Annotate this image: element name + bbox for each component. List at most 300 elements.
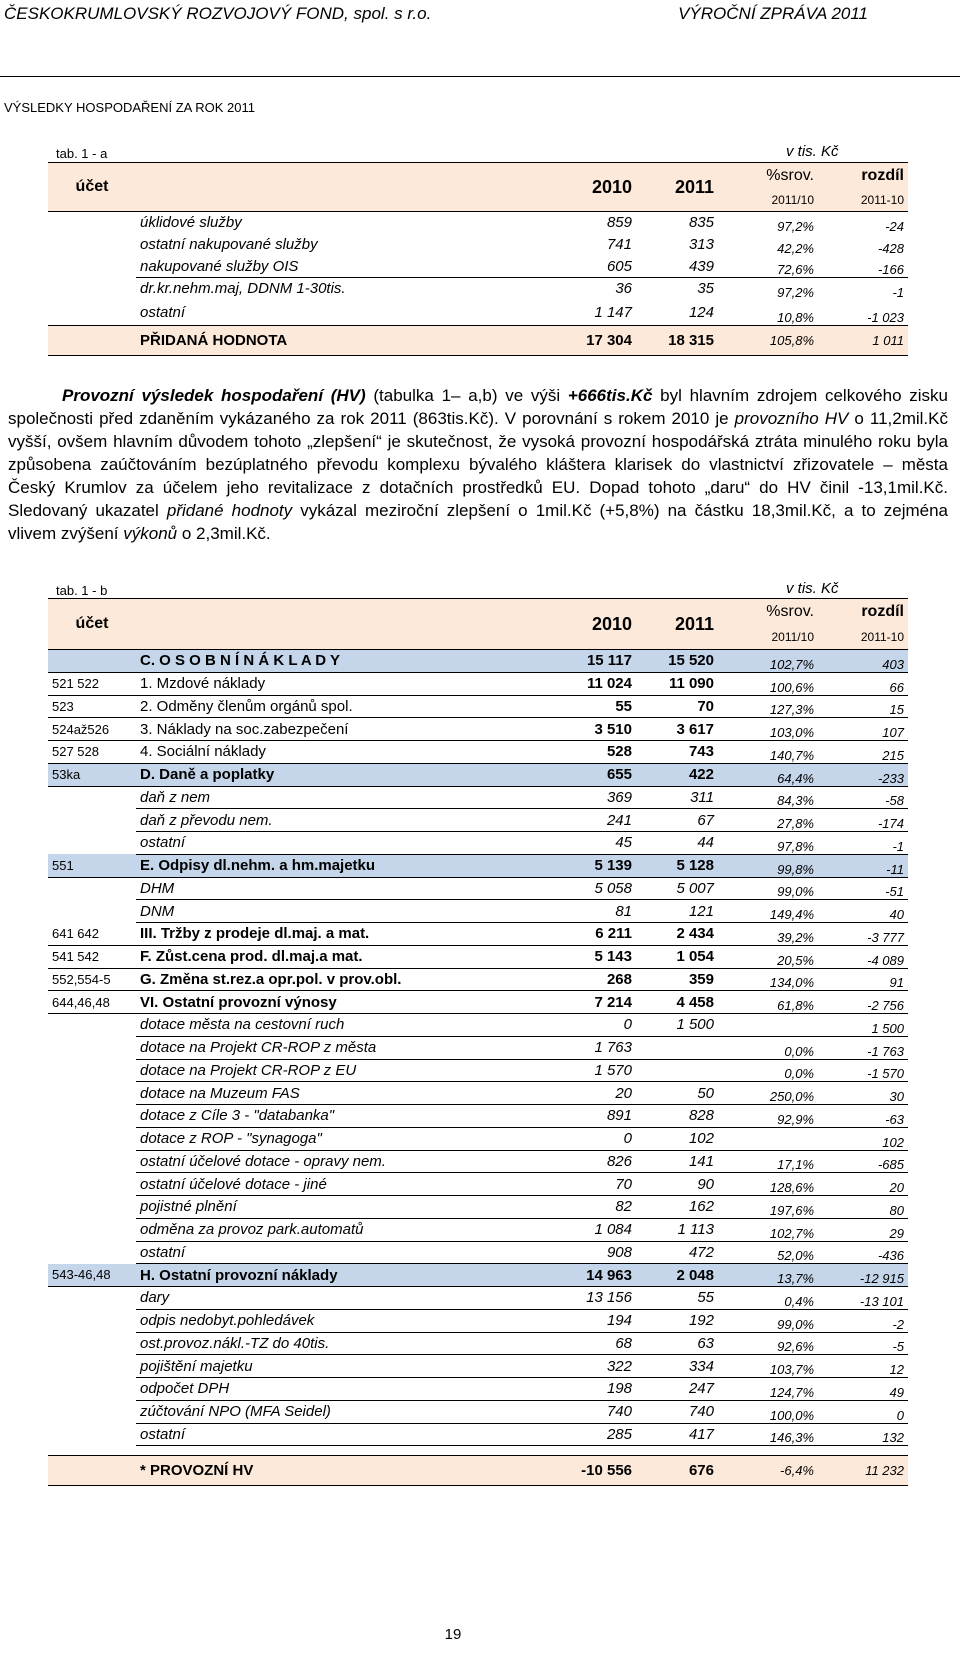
table-a-header-pct: %srov. xyxy=(718,163,818,190)
table-row xyxy=(48,1059,908,1082)
table-row xyxy=(48,212,908,234)
table-b-cell-2011 xyxy=(636,1059,718,1082)
table-b-cell-2010: 3 510 xyxy=(536,718,636,741)
table-b-cell-pct: 0,0% xyxy=(718,1059,818,1082)
table-b-cell-account xyxy=(48,1036,136,1059)
table-b-spacer-cell xyxy=(536,1446,636,1456)
table-b-cell-label: ost.provoz.nákl.-TZ do 40tis. xyxy=(136,1332,536,1355)
table-b-cell-2011: 141 xyxy=(636,1150,718,1173)
table-row xyxy=(48,672,908,695)
table-b-cell-account: 524až526 xyxy=(48,718,136,741)
table-b-spacer-row xyxy=(48,1446,908,1456)
table-a-header-2011: 2011 xyxy=(636,163,718,212)
table-b-cell-2011: 121 xyxy=(636,900,718,923)
table-b-cell-label: daň z nem xyxy=(136,786,536,809)
table-b-cell-label: dary xyxy=(136,1287,536,1310)
table-b-cell-diff: 15 xyxy=(818,695,908,718)
table-b-cell-account: 527 528 xyxy=(48,741,136,764)
table-a-cell-label: nakupované služby OIS xyxy=(136,256,536,278)
table-a-header-diff-sub: 2011-10 xyxy=(818,189,908,212)
table-row xyxy=(48,854,908,877)
table-b-cell-diff: -1 570 xyxy=(818,1059,908,1082)
table-b-cell-2011: 63 xyxy=(636,1332,718,1355)
table-b-cell-2011: 5 128 xyxy=(636,854,718,877)
table-b-header-blank xyxy=(136,599,536,650)
table-b-cell-pct: 127,3% xyxy=(718,695,818,718)
table-row xyxy=(48,1309,908,1332)
table-a-cell-pct: 72,6% xyxy=(718,256,818,278)
header-company: ČESKOKRUMLOVSKÝ ROZVOJOVÝ FOND, spol. s r.o. xyxy=(4,4,432,23)
table-b-cell-label: D. Daně a poplatky xyxy=(136,763,536,786)
table-b-cell-diff: 91 xyxy=(818,968,908,991)
table-b-cell-label: 2. Odměny členům orgánů spol. xyxy=(136,695,536,718)
table-b-cell-2010: 1 763 xyxy=(536,1036,636,1059)
table-b-cell-2011: 417 xyxy=(636,1423,718,1446)
table-b-header-pct: %srov. xyxy=(718,599,818,626)
table-b-cell-2010: 7 214 xyxy=(536,991,636,1014)
table-row xyxy=(48,877,908,900)
table-a-cell-2010: 741 xyxy=(606,236,632,253)
table-b-cell-label: ostatní xyxy=(136,1241,536,1264)
table-a-cell-2011: 124 xyxy=(688,303,714,321)
table-b-total-2011: 676 xyxy=(636,1456,718,1486)
table-b-cell-2010: 740 xyxy=(536,1400,636,1423)
table-b-cell-account xyxy=(48,809,136,832)
table-b-cell-pct: 124,7% xyxy=(718,1378,818,1401)
table-b-cell-label: E. Odpisy dl.nehm. a hm.majetku xyxy=(136,854,536,877)
table-a-header-blank xyxy=(136,163,536,212)
table-row xyxy=(48,1355,908,1378)
table-b-cell-2011 xyxy=(636,1036,718,1059)
table-b-cell-pct: 99,0% xyxy=(718,1309,818,1332)
table-b-cell-2010: 81 xyxy=(536,900,636,923)
table-b-cell-diff: -5 xyxy=(818,1332,908,1355)
table-b-cell-diff: -51 xyxy=(818,877,908,900)
table-b-cell-pct: 97,8% xyxy=(718,832,818,855)
table-b-cell-2011: 743 xyxy=(636,741,718,764)
table-a-cell-pct: 10,8% xyxy=(777,310,814,325)
table-b-cell-label: zúčtování NPO (MFA Seidel) xyxy=(136,1400,536,1423)
table-b-header-2010: 2010 xyxy=(536,599,636,650)
table-b-cell-account: 53ka xyxy=(48,763,136,786)
table-row xyxy=(48,1105,908,1128)
summary-paragraph xyxy=(8,384,948,545)
table-b-cell-2011: 247 xyxy=(636,1378,718,1401)
table-b-cell-diff: 0 xyxy=(818,1400,908,1423)
table-b-cell-label: odpis nedobyt.pohledávek xyxy=(136,1309,536,1332)
table-a-cell-pct: 97,2% xyxy=(777,218,814,234)
table-b-cell-label: ostatní účelové dotace - opravy nem. xyxy=(136,1150,536,1173)
table-b-cell-label: ostatní xyxy=(136,1423,536,1446)
table-b-cell-diff: 40 xyxy=(818,900,908,923)
table-a-unit: v tis. Kč xyxy=(786,143,839,160)
table-b-cell-2010: 268 xyxy=(536,968,636,991)
table-b-cell-account xyxy=(48,1400,136,1423)
table-b-cell-label: pojištění majetku xyxy=(136,1355,536,1378)
table-a-cell-2011: 35 xyxy=(697,280,714,298)
table-b-cell-label: ostatní účelové dotace - jiné xyxy=(136,1173,536,1196)
table-b-cell-2010: 6 211 xyxy=(536,923,636,946)
table-b-cell-2010: 369 xyxy=(536,786,636,809)
table-b-cell-account xyxy=(48,786,136,809)
table-a-cell-account xyxy=(48,256,136,278)
table-b-cell-diff: -1 763 xyxy=(818,1036,908,1059)
table-row xyxy=(48,991,908,1014)
table-row xyxy=(48,650,908,673)
table-b-cell-2011: 472 xyxy=(636,1241,718,1264)
table-row xyxy=(48,900,908,923)
table-b-cell-account xyxy=(48,900,136,923)
table-a-cell-pct: 97,2% xyxy=(777,284,814,300)
table-b-cell-diff: 102 xyxy=(818,1127,908,1150)
table-b-cell-account xyxy=(48,1423,136,1446)
table-b-cell-pct: 149,4% xyxy=(718,900,818,923)
table-b-cell-label: dotace na Muzeum FAS xyxy=(136,1082,536,1105)
table-b-cell-2011: 2 048 xyxy=(636,1264,718,1287)
table-a-cell-account xyxy=(48,278,136,300)
table-b-cell-2010: 285 xyxy=(536,1423,636,1446)
table-b-cell-2010: 45 xyxy=(536,832,636,855)
table-b-cell-pct: 64,4% xyxy=(718,763,818,786)
table-b-cell-2010: 13 156 xyxy=(536,1287,636,1310)
table-b-caption: tab. 1 - b xyxy=(56,583,108,598)
table-b-header-account: účet xyxy=(48,599,136,650)
table-b-cell-2010: 68 xyxy=(536,1332,636,1355)
table-b-cell-2011: 311 xyxy=(636,786,718,809)
table-b-cell-diff: -174 xyxy=(818,809,908,832)
table-b-cell-2011: 359 xyxy=(636,968,718,991)
table-b-cell-label: III. Tržby z prodeje dl.maj. a mat. xyxy=(136,923,536,946)
table-b-cell-2011: 15 520 xyxy=(636,650,718,673)
table-b-cell-pct: 61,8% xyxy=(718,991,818,1014)
table-b-cell-diff: -63 xyxy=(818,1105,908,1128)
table-b-cell-2010: 194 xyxy=(536,1309,636,1332)
table-b-cell-label: dotace na Projekt CR-ROP z EU xyxy=(136,1059,536,1082)
table-b-cell-pct: 103,0% xyxy=(718,718,818,741)
table-row xyxy=(48,1036,908,1059)
table-b-cell-pct: 0,4% xyxy=(718,1287,818,1310)
table-b-cell-account xyxy=(48,1287,136,1310)
table-b-cell-2011: 4 458 xyxy=(636,991,718,1014)
table-a-total-diff: 1 011 xyxy=(818,326,908,356)
table-b-cell-account: 551 xyxy=(48,854,136,877)
table-a-header-2010: 2010 xyxy=(536,163,636,212)
table-row xyxy=(48,1082,908,1105)
table-b-cell-label: daň z převodu nem. xyxy=(136,809,536,832)
table-b-cell-label: dotace na Projekt CR-ROP z města xyxy=(136,1036,536,1059)
table-b-cell-pct: 128,6% xyxy=(718,1173,818,1196)
table-b-cell-2011: 11 090 xyxy=(636,672,718,695)
table-a-header-pct-sub: 2011/10 xyxy=(718,189,818,212)
table-b-cell-account: 523 xyxy=(48,695,136,718)
table-b-cell-label: DNM xyxy=(136,900,536,923)
table-b-cell-diff: -2 756 xyxy=(818,991,908,1014)
table-b-cell-diff: -4 089 xyxy=(818,945,908,968)
table-b-cell-pct: 52,0% xyxy=(718,1241,818,1264)
table-b-cell-2010: 241 xyxy=(536,809,636,832)
table-b-cell-account xyxy=(48,1082,136,1105)
table-b-cell-2011: 828 xyxy=(636,1105,718,1128)
table-b-cell-diff: 1 500 xyxy=(818,1014,908,1037)
table-b-cell-diff: 66 xyxy=(818,672,908,695)
table-b-header-2011: 2011 xyxy=(636,599,718,650)
table-b-cell-2010: 0 xyxy=(536,1014,636,1037)
table-b-cell-pct: 146,3% xyxy=(718,1423,818,1446)
table-b-cell-2010: 5 143 xyxy=(536,945,636,968)
table-b-cell-diff: -12 915 xyxy=(818,1264,908,1287)
table-row xyxy=(48,832,908,855)
table-b-cell-pct: 27,8% xyxy=(718,809,818,832)
table-b-cell-pct: 134,0% xyxy=(718,968,818,991)
table-a-cell-diff: -24 xyxy=(885,218,904,234)
table-b-cell-2011: 3 617 xyxy=(636,718,718,741)
paragraph-text: vykázal meziroční zlepšení o 1mil.Kč (+5,8%) na částku 18,3mil.Kč, a to zejména vlivem zvýšení xyxy=(8,501,949,543)
table-b-cell-2011: 1 113 xyxy=(636,1218,718,1241)
paragraph-text: (tabulka 1– a,b) ve výši xyxy=(365,386,568,405)
table-b-cell-pct: 140,7% xyxy=(718,741,818,764)
table-b-cell-pct: 100,6% xyxy=(718,672,818,695)
table-b-cell-account: 521 522 xyxy=(48,672,136,695)
table-b-cell-diff: 403 xyxy=(818,650,908,673)
table-b-cell-account: 543-46,48 xyxy=(48,1264,136,1287)
paragraph-amount: +666tis.Kč xyxy=(567,386,653,405)
table-b-cell-2011: 55 xyxy=(636,1287,718,1310)
table-b-cell-2010: 1 570 xyxy=(536,1059,636,1082)
table-b-cell-diff: -1 xyxy=(818,832,908,855)
table-a-cell-diff: -1 xyxy=(892,284,904,300)
table-b-cell-diff: 132 xyxy=(818,1423,908,1446)
table-row xyxy=(48,256,908,278)
table-b-cell-2010: 322 xyxy=(536,1355,636,1378)
table-b-cell-pct: 39,2% xyxy=(718,923,818,946)
table-a xyxy=(48,162,908,356)
table-b-cell-diff: 12 xyxy=(818,1355,908,1378)
table-b-cell-2010: 655 xyxy=(536,763,636,786)
table-a-cell-2010: 1 147 xyxy=(594,303,632,321)
table-b-cell-label: VI. Ostatní provozní výnosy xyxy=(136,991,536,1014)
table-b-total-label: * PROVOZNÍ HV xyxy=(136,1456,536,1486)
table-b-cell-diff: 29 xyxy=(818,1218,908,1241)
table-b-total-2010: -10 556 xyxy=(536,1456,636,1486)
table-b-cell-2010: 1 084 xyxy=(536,1218,636,1241)
table-b-cell-account xyxy=(48,1196,136,1219)
table-row xyxy=(48,923,908,946)
table-a-cell-diff: -1 023 xyxy=(867,310,904,325)
table-b-cell-2011: 67 xyxy=(636,809,718,832)
paragraph-term-pridane-hodnoty: přidané hodnoty xyxy=(166,501,293,520)
table-b-cell-pct xyxy=(718,1014,818,1037)
table-b-cell-2011: 5 007 xyxy=(636,877,718,900)
table-b-cell-account: 552,554-5 xyxy=(48,968,136,991)
table-b-cell-label: C. O S O B N Í N Á K L A D Y xyxy=(136,650,536,673)
table-b-cell-pct: 0,0% xyxy=(718,1036,818,1059)
table-row xyxy=(48,278,908,300)
table-b-cell-2011: 1 500 xyxy=(636,1014,718,1037)
table-row xyxy=(48,234,908,256)
table-b-cell-2010: 528 xyxy=(536,741,636,764)
table-b-cell-account: 644,46,48 xyxy=(48,991,136,1014)
table-a-cell-2011: 835 xyxy=(688,214,714,232)
table-b-cell-account xyxy=(48,1105,136,1128)
table-b-cell-diff: 80 xyxy=(818,1196,908,1219)
table-row xyxy=(48,1400,908,1423)
table-b-cell-pct xyxy=(718,1127,818,1150)
table-row xyxy=(48,1287,908,1310)
table-b-header-diff-sub: 2011-10 xyxy=(818,625,908,650)
table-b-cell-2010: 198 xyxy=(536,1378,636,1401)
table-row xyxy=(48,1127,908,1150)
table-b xyxy=(48,598,908,1486)
table-b-cell-2011: 1 054 xyxy=(636,945,718,968)
table-a-header-diff: rozdíl xyxy=(818,163,908,190)
table-b-cell-pct: 102,7% xyxy=(718,1218,818,1241)
table-b-cell-pct: 17,1% xyxy=(718,1150,818,1173)
table-a-cell-2010: 36 xyxy=(615,280,632,298)
table-b-cell-2011: 44 xyxy=(636,832,718,855)
table-b-cell-label: F. Zůst.cena prod. dl.maj.a mat. xyxy=(136,945,536,968)
table-b-total-account xyxy=(48,1456,136,1486)
table-a-cell-pct: 42,2% xyxy=(777,240,814,256)
table-b-cell-2010: 15 117 xyxy=(536,650,636,673)
table-row xyxy=(48,695,908,718)
table-b-cell-account xyxy=(48,1355,136,1378)
table-b-cell-2010: 0 xyxy=(536,1127,636,1150)
table-b-cell-account xyxy=(48,1127,136,1150)
table-b-cell-2011: 102 xyxy=(636,1127,718,1150)
table-a-cell-label: dr.kr.nehm.maj, DDNM 1-30tis. xyxy=(140,280,346,298)
table-b-cell-account xyxy=(48,650,136,673)
table-b-cell-label: dotace z ROP - "synagoga" xyxy=(136,1127,536,1150)
paragraph-text: o 11,2mil.Kč vyšší, ovšem hlavním důvodem tohoto „zlepšení“ je skutečnost, že vysoká provozní hospodářská ztráta minulého roku byla způsobena zaúčtováním bezúplatného převodu komplexu bývalého kláštera klarisek do vlastnictví zřizovatele – města Český Krumlov za účelem jeho revitalizace z dotačních prostředků EU. Dopad tohoto „daru“ do HV činil -13,1mil.Kč. Sledovaný ukazatel xyxy=(8,409,948,520)
table-row xyxy=(48,1218,908,1241)
table-b-cell-label: dotace města na cestovní ruch xyxy=(136,1014,536,1037)
paragraph-term-provozni-hv: Provozní výsledek hospodaření (HV) xyxy=(62,386,366,405)
table-a-cell-2010: 859 xyxy=(606,214,632,232)
table-b-cell-label: 3. Náklady na soc.zabezpečení xyxy=(136,718,536,741)
table-b-cell-label: DHM xyxy=(136,877,536,900)
table-b-cell-2010: 70 xyxy=(536,1173,636,1196)
table-b-cell-2010: 82 xyxy=(536,1196,636,1219)
table-b-cell-diff: -436 xyxy=(818,1241,908,1264)
table-b-cell-pct: 92,9% xyxy=(718,1105,818,1128)
table-b-spacer-cell xyxy=(48,1446,136,1456)
table-b-cell-account xyxy=(48,1173,136,1196)
table-b-cell-account xyxy=(48,1309,136,1332)
table-a-cell-account xyxy=(48,212,136,234)
table-b-cell-2011: 70 xyxy=(636,695,718,718)
table-b-cell-diff: -685 xyxy=(818,1150,908,1173)
paragraph-text: o 2,3mil.Kč. xyxy=(177,524,271,543)
table-row xyxy=(48,741,908,764)
table-a-total-row xyxy=(48,326,908,356)
table-b-cell-2010: 20 xyxy=(536,1082,636,1105)
table-b-cell-pct: 250,0% xyxy=(718,1082,818,1105)
table-a-cell-diff: -428 xyxy=(877,240,904,256)
table-a-cell-account xyxy=(48,300,136,326)
table-b-cell-pct: 197,6% xyxy=(718,1196,818,1219)
table-a-total-label: PŘIDANÁ HODNOTA xyxy=(136,326,536,356)
paragraph-term-provozniho-hv: provozního HV xyxy=(734,409,849,428)
table-row xyxy=(48,763,908,786)
table-b-total-row xyxy=(48,1456,908,1486)
table-a-total-account xyxy=(48,326,136,356)
table-b-cell-label: odpočet DPH xyxy=(136,1378,536,1401)
table-b-cell-account xyxy=(48,1150,136,1173)
section-title: VÝSLEDKY HOSPODAŘENÍ ZA ROK 2011 xyxy=(4,100,255,115)
table-b-cell-pct: 99,0% xyxy=(718,877,818,900)
table-row xyxy=(48,1241,908,1264)
table-b-cell-label: G. Změna st.rez.a opr.pol. v prov.obl. xyxy=(136,968,536,991)
table-a-caption: tab. 1 - a xyxy=(56,146,108,161)
header-rule xyxy=(0,76,960,77)
table-b-spacer-cell xyxy=(718,1446,818,1456)
table-b-cell-2010: 11 024 xyxy=(536,672,636,695)
table-b-cell-2010: 891 xyxy=(536,1105,636,1128)
table-b-cell-diff: 49 xyxy=(818,1378,908,1401)
table-b-cell-2010: 14 963 xyxy=(536,1264,636,1287)
table-b-cell-account xyxy=(48,877,136,900)
table-row xyxy=(48,1196,908,1219)
table-b-spacer-cell xyxy=(636,1446,718,1456)
table-b-cell-diff: 20 xyxy=(818,1173,908,1196)
table-b-cell-2010: 55 xyxy=(536,695,636,718)
table-b-cell-2010: 5 139 xyxy=(536,854,636,877)
table-b-cell-label: ostatní xyxy=(136,832,536,855)
table-b-cell-2011: 2 434 xyxy=(636,923,718,946)
table-b-cell-2010: 5 058 xyxy=(536,877,636,900)
table-row xyxy=(48,1423,908,1446)
table-b-spacer-cell xyxy=(136,1446,536,1456)
table-b-cell-account xyxy=(48,832,136,855)
table-b-cell-label: odměna za provoz park.automatů xyxy=(136,1218,536,1241)
table-b-cell-2011: 422 xyxy=(636,763,718,786)
header-report-title: VÝROČNÍ ZPRÁVA 2011 xyxy=(678,4,868,23)
table-row xyxy=(48,1264,908,1287)
paragraph-term-vykonu: výkonů xyxy=(123,524,178,543)
table-b-cell-diff: -11 xyxy=(818,854,908,877)
table-b-cell-diff: 30 xyxy=(818,1082,908,1105)
table-b-cell-2011: 334 xyxy=(636,1355,718,1378)
table-b-cell-label: dotace z Cíle 3 - "databanka" xyxy=(136,1105,536,1128)
table-b-cell-account xyxy=(48,1241,136,1264)
table-b-cell-2011: 192 xyxy=(636,1309,718,1332)
table-row xyxy=(48,1014,908,1037)
table-row xyxy=(48,1332,908,1355)
table-row xyxy=(48,786,908,809)
table-a-cell-2011: 439 xyxy=(636,256,718,278)
table-b-cell-label: 4. Sociální náklady xyxy=(136,741,536,764)
table-b-cell-account xyxy=(48,1014,136,1037)
table-b-cell-diff: 215 xyxy=(818,741,908,764)
table-row xyxy=(48,968,908,991)
table-b-cell-account xyxy=(48,1059,136,1082)
table-b-cell-2011: 740 xyxy=(636,1400,718,1423)
table-b-cell-pct: 13,7% xyxy=(718,1264,818,1287)
table-b-cell-pct: 92,6% xyxy=(718,1332,818,1355)
paragraph-text: byl hlavním zdrojem celkového zisku společnosti před zdaněním vykázaného za rok 2011 (863tis.Kč). V porovnání s rokem 2010 je xyxy=(8,386,948,428)
table-a-total-pct: 105,8% xyxy=(718,326,818,356)
page-number: 19 xyxy=(444,1626,462,1643)
table-b-cell-account xyxy=(48,1218,136,1241)
table-a-cell-diff: -166 xyxy=(818,256,908,278)
table-a-cell-label: úklidové služby xyxy=(140,214,242,232)
table-row xyxy=(48,945,908,968)
table-b-cell-diff: -58 xyxy=(818,786,908,809)
table-b-total-pct: -6,4% xyxy=(718,1456,818,1486)
table-b-cell-pct: 84,3% xyxy=(718,786,818,809)
table-row xyxy=(48,300,908,326)
table-a-total-2010: 17 304 xyxy=(536,326,636,356)
